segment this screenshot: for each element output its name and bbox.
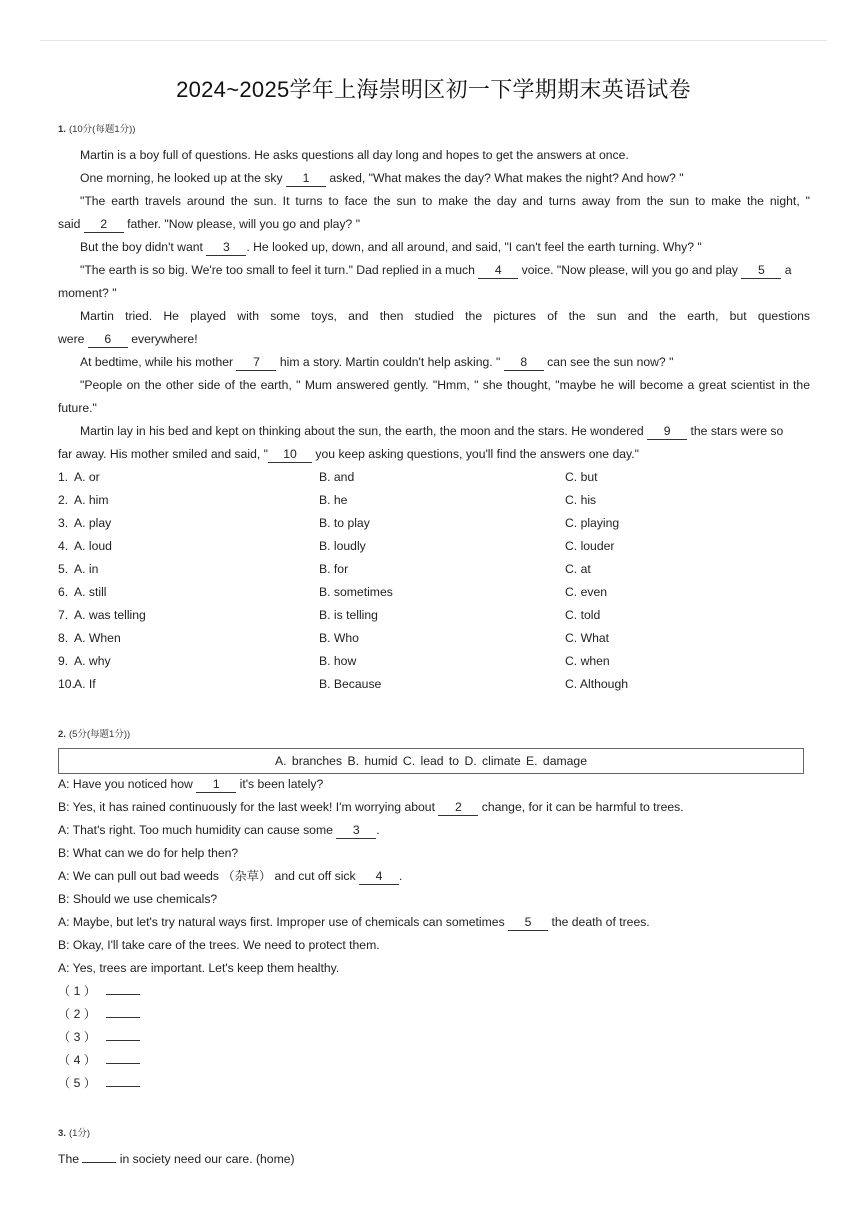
option-b[interactable]: B. loudly: [319, 539, 366, 553]
option-row: 4. A. loud B. loudly C. louder: [58, 535, 810, 558]
cloze-blank-8[interactable]: 8: [504, 355, 544, 371]
answer-row-4: （ 4 ）: [58, 1049, 140, 1072]
option-b[interactable]: B. Who: [319, 631, 359, 645]
option-c[interactable]: C. when: [565, 654, 610, 668]
passage-line: Martin tried. He played with some toys, and then studied the pictures of the sun and the earth, but questions: [80, 309, 810, 323]
option-a[interactable]: A. why: [74, 654, 111, 668]
option-a[interactable]: A. or: [74, 470, 100, 484]
answer-blank[interactable]: [106, 1026, 140, 1041]
passage-line: far away. His mother smiled and said, " 10 you keep asking questions, you'll find the answers one day.": [58, 447, 639, 461]
option-c[interactable]: C. his: [565, 493, 597, 507]
dialogue-line: A: That's right. Too much humidity can cause some 3 .: [58, 823, 380, 837]
passage-line: At bedtime, while his mother 7 him a story. Martin couldn't help asking. " 8 can see the sun now? ": [80, 355, 674, 369]
option-a[interactable]: A. him: [74, 493, 109, 507]
option-b[interactable]: B. and: [319, 470, 355, 484]
option-c[interactable]: C. louder: [565, 539, 615, 553]
cloze-blank-5[interactable]: 5: [741, 263, 781, 279]
answer-blank[interactable]: [106, 1072, 140, 1087]
dialogue-line: A: Maybe, but let's try natural ways first. Improper use of chemicals can sometimes 5 the death of trees.: [58, 915, 650, 929]
cloze-blank-2[interactable]: 2: [84, 217, 124, 233]
dialogue-blank-4[interactable]: 4: [359, 869, 399, 885]
option-c[interactable]: C. at: [565, 562, 591, 576]
option-a[interactable]: A. play: [74, 516, 112, 530]
cloze-blank-7[interactable]: 7: [236, 355, 276, 371]
option-row: 5. A. in B. for C. at: [58, 558, 810, 581]
cloze-blank-6[interactable]: 6: [88, 332, 128, 348]
option-b[interactable]: B. for: [319, 562, 349, 576]
answer-blank[interactable]: [106, 1003, 140, 1018]
passage-line: future.": [58, 401, 97, 415]
passage-line: Martin lay in his bed and kept on thinking about the sun, the earth, the moon and the stars. He wondered 9 the stars were so: [80, 424, 784, 438]
option-a[interactable]: A. If: [74, 677, 96, 691]
word-form-blank[interactable]: [82, 1148, 116, 1163]
option-b[interactable]: B. sometimes: [319, 585, 393, 599]
dialogue-line: A: Yes, trees are important. Let's keep them healthy.: [58, 961, 340, 975]
question-1-header: [58, 121, 135, 135]
option-c[interactable]: C. Although: [565, 677, 629, 691]
option-c[interactable]: C. What: [565, 631, 610, 645]
page-top-rule: [40, 40, 827, 41]
passage-line: One morning, he looked up at the sky 1 asked, "What makes the day? What makes the night? And how? ": [80, 171, 684, 185]
word-bank-box: A. branches B. humid C. lead to D. climate E. damage: [58, 748, 804, 774]
passage-line: moment? ": [58, 286, 117, 300]
cloze-blank-1[interactable]: 1: [286, 171, 326, 187]
question-score: (10分(每题1分)): [68, 124, 136, 135]
option-b[interactable]: B. how: [319, 654, 357, 668]
dialogue-line: B: Okay, I'll take care of the trees. We need to protect them.: [58, 938, 380, 952]
passage-line: But the boy didn't want 3 . He looked up, down, and all around, and said, "I can't feel the earth turning. Why? ": [80, 240, 702, 254]
dialogue-line: A: Have you noticed how 1 it's been lately?: [58, 777, 324, 791]
dialogue-line: B: Yes, it has rained continuously for the last week! I'm worrying about 2 change, for it can be harmful to trees.: [58, 800, 684, 814]
answer-blank[interactable]: [106, 1049, 140, 1064]
option-row: 3. A. play B. to play C. playing: [58, 512, 810, 535]
question-number: 3.: [58, 1128, 66, 1139]
dialogue-blank-2[interactable]: 2: [438, 800, 478, 816]
option-c[interactable]: C. told: [565, 608, 601, 622]
cloze-blank-10[interactable]: 10: [268, 447, 312, 463]
answer-row-1: （ 1 ）: [58, 980, 140, 1003]
question-score: (5分(每题1分)): [68, 729, 131, 740]
answer-row-2: （ 2 ）: [58, 1003, 140, 1026]
option-b[interactable]: B. he: [319, 493, 348, 507]
passage-line: "The earth travels around the sun. It turns to face the sun to make the day and turns away from the sun to make the night, ": [80, 194, 810, 208]
option-b[interactable]: B. is telling: [319, 608, 378, 622]
page-title: 2024~2025学年上海崇明区初一下学期期末英语试卷: [176, 77, 691, 102]
question-3-line: The in society need our care. (home): [58, 1148, 810, 1171]
option-row: 10. A. If B. Because C. Although: [58, 673, 810, 696]
option-row: 1. A. or B. and C. but: [58, 466, 810, 489]
dialogue-line: B: What can we do for help then?: [58, 846, 239, 860]
dialogue-line: B: Should we use chemicals?: [58, 892, 218, 906]
option-row: 9. A. why B. how C. when: [58, 650, 810, 673]
passage-line: Martin is a boy full of questions. He asks questions all day long and hopes to get the answers at once.: [80, 148, 629, 162]
answer-blank[interactable]: [106, 980, 140, 995]
question-3-header: [58, 1125, 90, 1139]
option-a[interactable]: A. in: [74, 562, 99, 576]
passage-line: "The earth is so big. We're too small to feel it turn." Dad replied in a much 4 voice. "Now please, will you go and play 5 a: [80, 263, 792, 277]
option-row: 6. A. still B. sometimes C. even: [58, 581, 810, 604]
dialogue-blank-3[interactable]: 3: [336, 823, 376, 839]
dialogue-line: A: We can pull out bad weeds （杂草） and cut off sick 4 .: [58, 869, 403, 883]
passage-line: were 6 everywhere!: [58, 332, 198, 346]
answer-row-3: （ 3 ）: [58, 1026, 140, 1049]
option-c[interactable]: C. even: [565, 585, 608, 599]
dialogue-blank-5[interactable]: 5: [508, 915, 548, 931]
question-number: 2.: [58, 729, 66, 740]
option-a[interactable]: A. loud: [74, 539, 112, 553]
option-row: 2. A. him B. he C. his: [58, 489, 810, 512]
cloze-blank-3[interactable]: 3: [206, 240, 246, 256]
cloze-blank-4[interactable]: 4: [478, 263, 518, 279]
cloze-blank-9[interactable]: 9: [647, 424, 687, 440]
option-b[interactable]: B. to play: [319, 516, 370, 530]
dialogue-blank-1[interactable]: 1: [196, 777, 236, 793]
option-row: 8. A. When B. Who C. What: [58, 627, 810, 650]
option-b[interactable]: B. Because: [319, 677, 382, 691]
option-a[interactable]: A. was telling: [74, 608, 146, 622]
answer-row-5: （ 5 ）: [58, 1072, 140, 1095]
question-score: (1分): [68, 1128, 91, 1139]
option-a[interactable]: A. When: [74, 631, 121, 645]
option-c[interactable]: C. but: [565, 470, 598, 484]
option-a[interactable]: A. still: [74, 585, 107, 599]
option-c[interactable]: C. playing: [565, 516, 620, 530]
passage-line: "People on the other side of the earth, " Mum answered gently. "Hmm, " she thought, "maybe he will become a great scientist in the: [80, 378, 810, 392]
question-2-header: [58, 726, 130, 740]
option-row: 7. A. was telling B. is telling C. told: [58, 604, 810, 627]
question-number: 1.: [58, 124, 66, 135]
passage-line: said 2 father. "Now please, will you go and play? ": [58, 217, 361, 231]
